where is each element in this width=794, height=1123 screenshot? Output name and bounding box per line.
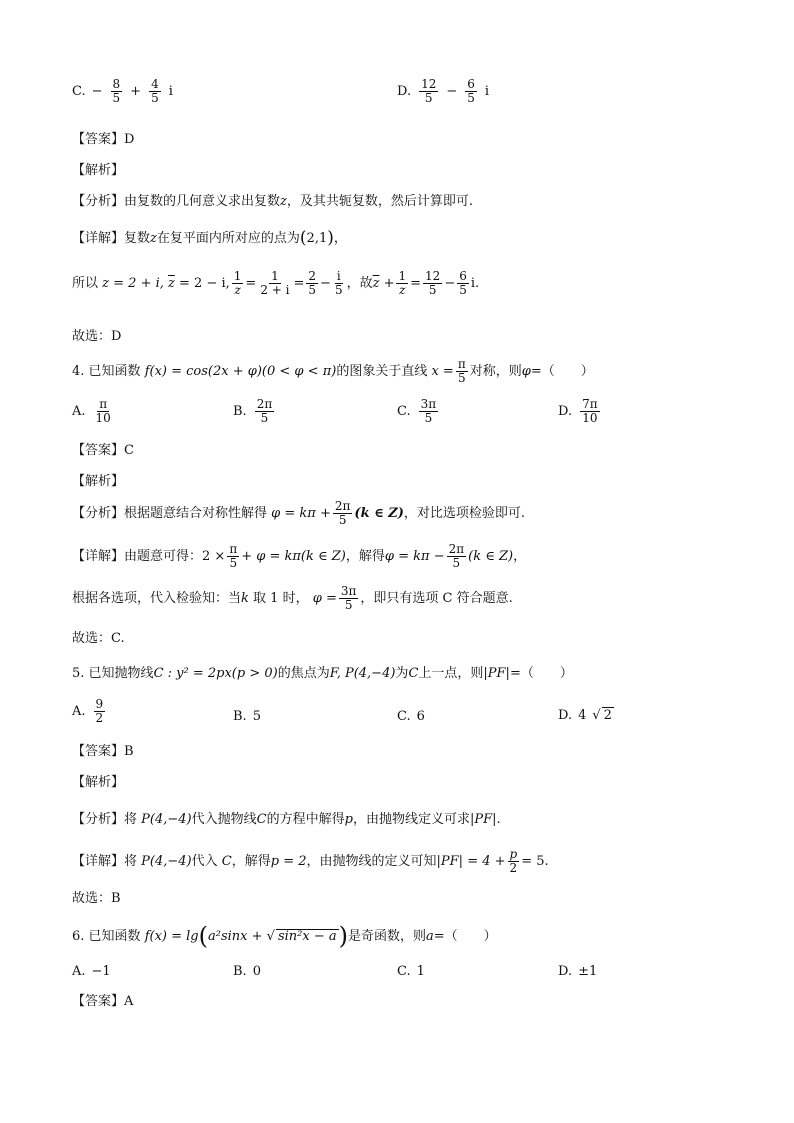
var-z: z	[150, 231, 157, 246]
q5-option-d: D. 4 √ 2	[558, 707, 612, 723]
q6-option-b	[233, 964, 261, 979]
text: 为	[395, 666, 409, 681]
option-label: A.	[72, 703, 86, 719]
pf-expr: |PF| = 4 +	[436, 853, 506, 869]
fraction	[508, 848, 520, 874]
inner-expr: a²sinx +	[208, 928, 263, 944]
q4-jiexi: 【解析】	[72, 474, 125, 489]
text: 代入抛物线	[191, 812, 257, 827]
q4-option-b	[233, 398, 276, 424]
denominator: 5	[452, 555, 461, 570]
q3-jiexi: 【解析】	[72, 163, 125, 178]
text: ，解得	[345, 548, 385, 564]
option-label: D.	[558, 707, 573, 723]
q6-option-c	[397, 964, 425, 979]
fraction	[457, 270, 469, 296]
answer-value: B	[124, 744, 134, 759]
text: ，即只有选项 C 符合题意.	[360, 590, 513, 606]
var-phi: φ	[521, 363, 531, 379]
q5-stem	[72, 667, 573, 680]
q4-fenxi	[72, 500, 525, 526]
imag-unit: i	[470, 275, 476, 291]
q4-stem	[72, 358, 594, 384]
fraction	[94, 398, 113, 424]
text: ，	[333, 231, 347, 246]
q5-option-c	[397, 709, 425, 724]
denominator: 5	[260, 410, 269, 425]
option-label: B.	[233, 964, 247, 979]
var-c: C	[256, 812, 267, 827]
denominator: 5	[338, 512, 347, 527]
fraction	[94, 698, 106, 724]
fraction	[111, 78, 123, 104]
xiangjie-tag: 【详解】	[72, 231, 125, 246]
numerator: 4	[151, 77, 159, 91]
points-expr: F, P(4,−4)	[329, 666, 396, 681]
q5-fenxi	[72, 813, 501, 826]
function-expr: f(x) = lg	[144, 928, 199, 944]
numerator: 3π	[420, 397, 437, 411]
numerator: 8	[112, 77, 121, 91]
option-value: 5	[252, 709, 261, 724]
answer-value: C	[124, 443, 134, 458]
denominator: 5	[151, 90, 159, 105]
text: =（ ）	[433, 928, 497, 944]
q4-xiangjie	[72, 543, 526, 569]
pf-expr: |PF|	[483, 666, 510, 681]
function-expr: f(x) = cos(2x + φ)(0 < φ < π)	[144, 363, 337, 379]
numerator: 2	[308, 269, 317, 283]
text: ，	[513, 548, 527, 564]
point: 2,1	[306, 231, 328, 246]
answer-tag: 【答案】	[72, 744, 125, 759]
x-eq: x =	[431, 363, 454, 379]
minus-sign: −	[91, 83, 103, 99]
answer-tag: 【答案】	[72, 994, 125, 1009]
k-domain: (k ∈ Z)	[354, 505, 404, 521]
q5-option-a	[72, 698, 107, 724]
question-number: 6.	[72, 928, 85, 944]
denominator: 5	[424, 90, 433, 105]
numerator: 2π	[334, 499, 351, 513]
text: =（ ）	[509, 666, 573, 681]
z-conj: $\overline{z}$	[168, 275, 175, 291]
text: 由复数的几何意义求出复数	[124, 194, 281, 209]
text: =（ ）	[530, 363, 594, 379]
q5-option-b	[233, 709, 261, 724]
text: ，由抛物线的定义可知	[306, 853, 437, 869]
text: 复数	[124, 231, 151, 246]
fenxi-tag: 【分析】	[72, 194, 125, 209]
denominator: 5	[457, 370, 466, 385]
answer-tag: 【答案】	[72, 443, 125, 458]
fraction	[580, 398, 600, 424]
fraction	[306, 270, 318, 296]
q4-option-c	[397, 398, 440, 424]
phi-eq: φ = kπ +	[271, 505, 331, 521]
text: 的焦点为	[277, 666, 330, 681]
fraction	[227, 543, 239, 569]
minus-sign: −	[446, 83, 458, 99]
denominator: z	[234, 282, 241, 297]
numerator: π	[457, 357, 466, 371]
option-label: A.	[72, 403, 86, 419]
q3-guxuan: 故选：D	[72, 329, 122, 344]
fraction	[465, 78, 477, 104]
text: 由题意可得：	[124, 548, 203, 564]
text: 的图象关于直线	[336, 363, 428, 379]
text: 上一点，则	[418, 666, 484, 681]
fraction	[333, 500, 353, 526]
numerator: 3π	[340, 584, 357, 598]
numerator: p	[509, 847, 518, 861]
fraction	[333, 270, 345, 296]
q5-answer	[72, 745, 134, 758]
option-label: D.	[558, 964, 573, 979]
expr: 2 ×	[202, 548, 226, 564]
denominator: 5	[334, 282, 343, 297]
text: = 5.	[521, 853, 549, 869]
numerator: 12	[421, 77, 437, 91]
numerator: 6	[467, 77, 475, 91]
q4-option-d	[558, 398, 602, 424]
fraction	[149, 78, 161, 104]
text: 取 1 时，	[253, 590, 309, 606]
text: 已知函数	[88, 363, 141, 379]
fraction	[456, 358, 468, 384]
fraction	[258, 270, 291, 296]
eq-z: z = 2 + i,	[102, 275, 164, 291]
numerator: 1	[271, 269, 279, 283]
imag-unit: i	[484, 83, 490, 99]
denominator: 5	[229, 555, 238, 570]
text: ，及其共轭复数，然后计算即可.	[286, 194, 474, 209]
z-conj: $\overline{z}$	[372, 275, 380, 291]
question-number: 5.	[72, 666, 85, 681]
denominator: 5	[459, 282, 467, 297]
fraction	[423, 270, 442, 296]
fraction	[255, 398, 275, 424]
numerator: 12	[425, 269, 441, 283]
numerator: 9	[95, 697, 104, 711]
answer-value: D	[124, 132, 135, 147]
denominator: 5	[428, 282, 437, 297]
option-value: 1	[416, 964, 425, 979]
q4-guxuan: 故选：C.	[72, 631, 125, 646]
sqrt-radicand: sin²x − a	[277, 929, 337, 944]
plus-sign: +	[130, 83, 142, 99]
numerator: 2π	[448, 542, 465, 556]
option-label: C.	[397, 964, 411, 979]
q6-option-d	[558, 964, 597, 979]
denominator: 2	[509, 860, 518, 875]
text: 代入	[191, 853, 218, 869]
text: 在复平面内所对应的点为	[156, 231, 300, 246]
text: .	[496, 812, 501, 827]
fraction	[419, 78, 438, 104]
answer-value: A	[124, 994, 134, 1009]
sqrt-radicand: 2	[603, 708, 612, 723]
numerator: 6	[459, 269, 467, 283]
phi-eq: φ = kπ −	[384, 548, 445, 564]
q3-fenxi	[72, 195, 473, 208]
text: ，由抛物线定义可求	[352, 812, 470, 827]
text: 根据各选项，代入检验知：当	[72, 590, 242, 606]
xiangjie-tag: 【详解】	[72, 853, 125, 869]
text: 已知抛物线	[88, 666, 154, 681]
fraction	[339, 585, 359, 611]
text: 的方程中解得	[266, 812, 345, 827]
q3-xiangjie: 【详解】复数z在复平面内所对应的点为(2,1)，	[72, 228, 347, 248]
option-value: ±1	[578, 964, 598, 979]
q6-stem: 6. 已知函数 f(x) = lg ( a²sinx + √ sin²x − a ) 是奇函数，则 a =（ ）	[72, 922, 497, 950]
fenxi-tag: 【分析】	[72, 505, 125, 521]
denominator: 2 + i	[260, 282, 290, 297]
option-value: −1	[91, 964, 111, 979]
q3-answer	[72, 133, 134, 146]
text: 是奇函数，则	[348, 928, 427, 944]
denominator: 2	[95, 710, 104, 725]
pf-expr: |PF|	[469, 812, 497, 827]
q3-option-c	[72, 78, 173, 104]
numerator: 1	[398, 269, 407, 283]
q5-jiexi: 【解析】	[72, 775, 125, 790]
text: ，解得	[231, 853, 271, 869]
text: 对称，则	[469, 363, 522, 379]
question-number: 4.	[72, 363, 85, 379]
fraction	[396, 270, 408, 296]
q5-xiangjie	[72, 848, 549, 874]
option-label: D.	[558, 403, 573, 419]
option-label: C.	[72, 83, 86, 99]
denominator: 5	[424, 410, 433, 425]
denominator: 5	[344, 597, 353, 612]
xiangjie-tag: 【详解】	[72, 548, 125, 564]
numerator: 1	[233, 269, 242, 283]
var-k: k	[241, 590, 249, 606]
option-label: D.	[397, 83, 412, 99]
var-a: a	[426, 928, 434, 944]
option-label: C.	[397, 403, 411, 419]
q4-answer	[72, 444, 134, 457]
q6-option-a	[72, 964, 111, 979]
answer-tag: 【答案】	[72, 132, 125, 147]
text: ，故	[346, 275, 373, 291]
p-eq: p = 2	[270, 853, 307, 869]
option-label: B.	[233, 403, 247, 419]
q4-check	[72, 585, 513, 611]
numerator: 2π	[256, 397, 273, 411]
denominator: 10	[95, 410, 111, 425]
option-label: C.	[397, 709, 411, 724]
text: 根据题意结合对称性解得	[124, 505, 268, 521]
fenxi-tag: 【分析】	[72, 812, 125, 827]
option-value: 0	[252, 964, 261, 979]
period: .	[475, 275, 480, 291]
point-p: P(4,−4)	[141, 853, 192, 869]
text: 所以	[72, 275, 99, 291]
q4-option-a	[72, 398, 115, 424]
phi-eq: φ =	[312, 590, 337, 606]
parabola-expr: C : y² = 2px(p > 0)	[153, 666, 278, 681]
q3-calc: 所以 z = 2 + i, $\overline{z}$ = 2 − i, $\frac{1}{z}$ = $\frac{1}{2 + i}$ = $\frac{2}{5}$ − $\frac{i}{5}$ ，故 $\overline{z}$ + $\frac{1}{z}$ = $\frac{12}{5}$ − $\frac{6}{5}$ i .	[72, 269, 480, 297]
numerator: π	[99, 397, 108, 411]
denominator: 5	[112, 90, 121, 105]
point-p: P(4,−4)	[141, 812, 192, 827]
var-p: p	[344, 812, 353, 827]
text: 将	[124, 812, 138, 827]
var-z: z	[280, 194, 287, 209]
var-c: C	[221, 853, 232, 869]
k-domain: (k ∈ Z)	[468, 548, 514, 564]
eq-zbar: = 2 − i,	[179, 275, 230, 291]
text: 已知函数	[88, 928, 141, 944]
fraction	[232, 270, 244, 296]
numerator: π	[229, 542, 238, 556]
numerator: i	[336, 269, 341, 283]
text: 将	[124, 853, 138, 869]
denominator: z	[399, 282, 406, 297]
text: ，对比选项检验即可.	[403, 505, 526, 521]
expr: + φ = kπ(k ∈ Z)	[241, 548, 346, 564]
q5-guxuan: 故选：B	[72, 891, 121, 906]
denominator: 5	[467, 90, 475, 105]
numerator: 7π	[582, 397, 598, 411]
fraction	[419, 398, 439, 424]
denominator: 5	[308, 282, 317, 297]
fraction	[447, 543, 467, 569]
var-c: C	[408, 666, 419, 681]
q6-answer	[72, 995, 133, 1008]
option-value: 6	[416, 709, 425, 724]
option-value: 4	[578, 707, 587, 723]
imag-unit: i	[168, 83, 173, 99]
option-label: B.	[233, 709, 247, 724]
option-label: A.	[72, 964, 86, 979]
q3-option-d	[397, 78, 489, 104]
denominator: 10	[582, 410, 598, 425]
